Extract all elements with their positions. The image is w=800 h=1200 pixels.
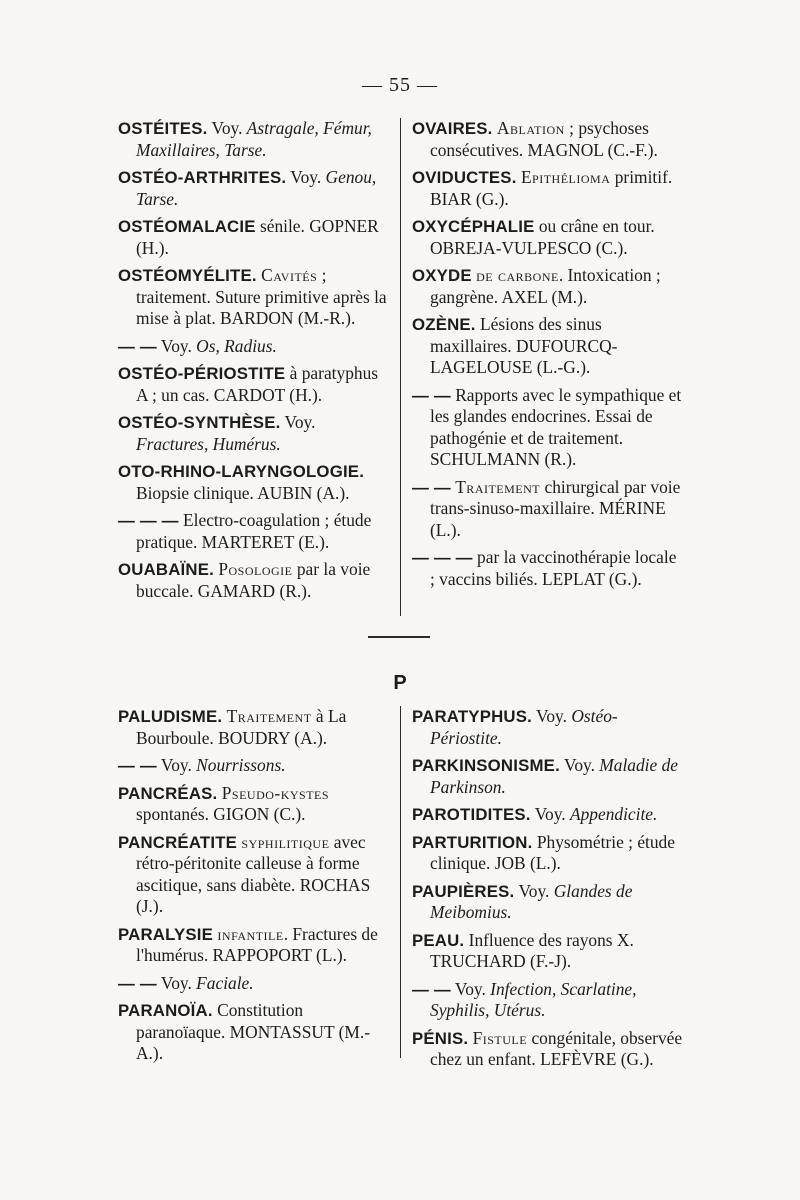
entry-headword: OSTÉO-SYNTHÈSE. (118, 413, 281, 432)
index-entry (118, 973, 390, 995)
entry-text: infantile (217, 923, 284, 944)
index-entry (412, 1028, 684, 1071)
entry-text: à paratyphus A ; un cas. CARDOT (H.). (136, 363, 379, 405)
index-entry (412, 314, 684, 379)
entry-headword: OSTÉO-PÉRIOSTITE (118, 364, 286, 383)
entry-headword: — — (118, 973, 157, 993)
entry-headword: OZÈNE. (412, 315, 476, 334)
entry-headword: — — (118, 336, 157, 356)
column-top-right (412, 118, 684, 596)
entry-text: Fractures, Humérus. (136, 433, 281, 454)
entry-text: à La Bourboule. BOUDRY (A.). (136, 706, 347, 748)
index-entry (412, 477, 684, 542)
index-entry (118, 510, 390, 553)
entry-text: Voy. (564, 755, 600, 775)
column-divider-bottom (400, 706, 401, 1058)
entry-text: Voy. (454, 978, 491, 999)
entry-text: congénitale, observée chez un enfant. LEFÈVRE (G.). (430, 1027, 683, 1069)
entry-text: Biopsie clinique. AUBIN (A.). (136, 482, 350, 503)
entry-headword: OSTÉITES. (118, 119, 208, 138)
index-entry (118, 118, 390, 161)
entry-text: spontanés. GIGON (C.). (136, 804, 306, 824)
entry-headword: — — — (118, 511, 179, 530)
index-entry (412, 547, 684, 590)
entry-text: Epithélioma (520, 167, 611, 187)
entry-headword: PEAU. (412, 930, 465, 950)
column-divider-top (400, 118, 401, 616)
entry-text: de carbone (476, 265, 559, 285)
index-entry (412, 118, 684, 161)
section-letter: P (393, 672, 407, 694)
index-entry (118, 559, 390, 602)
entry-text: syphilitique (241, 831, 330, 852)
entry-text: Influence des rayons X. TRUCHARD (F.-J). (430, 929, 634, 971)
entry-text: Traitement (455, 476, 541, 497)
entry-text: Faciale. (196, 972, 254, 993)
entry-headword: — — — (412, 548, 473, 567)
entry-headword: — — (412, 979, 451, 999)
index-entry (412, 832, 684, 875)
entry-text: Physométrie ; étude clinique. JOB (L.). (430, 831, 675, 873)
entry-text: Voy. (534, 804, 570, 824)
entry-text: Voy. (284, 412, 316, 432)
entry-headword: — — (412, 385, 451, 405)
entry-text: Ostéo-Périostite. (430, 706, 618, 748)
index-entry (118, 706, 390, 749)
column-bottom-right (412, 706, 684, 1077)
index-entry (118, 216, 390, 259)
entry-text: Rapports avec le sympathique et les glandes endocrines. Essai de pathogénie et de traitement. SCHULMANN (R.). (430, 384, 682, 469)
entry-text: Voy. (211, 118, 247, 138)
entry-text: Appendicite. (569, 804, 658, 824)
entry-headword: PARATYPHUS. (412, 707, 532, 726)
entry-text: sénile. GOPNER (H.). (136, 216, 379, 258)
index-entry (412, 265, 684, 308)
entry-headword: — — (412, 477, 451, 497)
entry-text: ou crâne en tour. OBREJA-VULPESCO (C.). (430, 216, 655, 258)
entry-headword: PALUDISME. (118, 707, 223, 726)
entry-headword: PARTURITION. (412, 832, 533, 852)
entry-text: Nourrissons. (196, 755, 286, 775)
entry-headword: PÉNIS. (412, 1028, 469, 1048)
index-entry (412, 216, 684, 259)
index-entry (412, 706, 684, 749)
entry-headword: PAUPIÈRES. (412, 881, 515, 901)
index-entry (412, 881, 684, 924)
entry-text: Fistule (472, 1027, 528, 1048)
entry-headword: OVIDUCTES. (412, 168, 517, 187)
entry-headword: PAROTIDITES. (412, 805, 531, 824)
entry-headword: OXYDE (412, 266, 472, 285)
entry-headword: OVAIRES. (412, 119, 493, 138)
entry-text: avec rétro-péritonite calleuse à forme ascitique, sans diabète. ROCHAS (J.). (136, 831, 371, 916)
index-entry (118, 783, 390, 826)
column-top-left (118, 118, 390, 608)
index-entry (118, 755, 390, 777)
entry-text: ; psychoses consécutives. MAGNOL (C.-F.). (430, 118, 658, 160)
index-entry (118, 832, 390, 918)
entry-text: Voy. (160, 755, 197, 775)
entry-text: par la voie buccale. GAMARD (R.). (136, 559, 371, 601)
entry-text: Os, Radius. (196, 335, 277, 356)
entry-text: Traitement (226, 706, 312, 726)
index-entry (118, 461, 390, 504)
entry-text: Posologie (218, 559, 293, 579)
entry-text: Voy. (160, 335, 197, 356)
index-entry (118, 336, 390, 358)
entry-text: Voy. (518, 880, 554, 901)
entry-headword: PANCRÉAS. (118, 783, 218, 803)
entry-text: Voy. (160, 972, 197, 993)
index-entry (412, 385, 684, 471)
entry-text: Cavités (261, 265, 318, 285)
entry-text: Voy. (536, 706, 572, 726)
entry-text: . Fractures de l'humérus. RAPPOPORT (L.). (136, 923, 378, 965)
entry-text: Infection, Scarlatine, Syphilis, Utérus. (430, 978, 637, 1020)
entry-headword: OTO-RHINO-LARYNGOLOGIE. (118, 462, 365, 481)
entry-text: . Intoxication ; gangrène. AXEL (M.). (430, 265, 661, 307)
index-entry (412, 930, 684, 973)
entry-headword: OXYCÉPHALIE (412, 217, 535, 236)
entry-headword: PARALYSIE (118, 924, 214, 944)
entry-headword: — — (118, 756, 157, 775)
entry-text: Lésions des sinus maxillaires. DUFOURCQ-LAGELOUSE (L.-G.). (430, 314, 618, 377)
entry-text: Electro-coagulation ; étude pratique. MARTERET (E.). (136, 510, 372, 552)
entry-headword: PARANOÏA. (118, 1001, 213, 1020)
entry-text: par la vaccinothérapie locale ; vaccins biliés. LEPLAT (G.). (430, 547, 677, 589)
entry-text: Maladie de Parkinson. (430, 755, 678, 797)
entry-headword: OSTÉO-ARTHRITES. (118, 168, 287, 187)
page-number: — 55 — (362, 74, 438, 96)
index-entry (412, 755, 684, 798)
entry-text: primitif. BIAR (G.). (430, 167, 673, 209)
index-entry (118, 265, 390, 330)
entry-headword: PANCRÉATITE (118, 832, 238, 852)
column-bottom-left (118, 706, 390, 1071)
index-entry (412, 979, 684, 1022)
entry-text: Constitution paranoïaque. MONTASSUT (M.-A.). (136, 1000, 370, 1063)
entry-headword: OSTÉOMALACIE (118, 217, 256, 236)
entry-text: ; traitement. Suture primitive après la mise à plat. BARDON (M.-R.). (136, 265, 387, 328)
entry-text: Ablation (496, 118, 565, 138)
index-entry (118, 363, 390, 406)
index-entry (412, 804, 684, 826)
entry-headword: PARKINSONISME. (412, 756, 560, 775)
section-divider (368, 636, 430, 638)
index-entry (118, 412, 390, 455)
entry-text: Astragale, Fémur, Maxillaires, Tarse. (136, 118, 372, 160)
entry-headword: OUABAÏNE. (118, 560, 214, 579)
entry-text: Glandes de Meibomius. (430, 880, 633, 922)
index-entry (118, 1000, 390, 1065)
index-entry (118, 924, 390, 967)
index-entry (412, 167, 684, 210)
entry-text: chirurgical par voie trans-sinuso-maxillaire. MÉRINE (L.). (430, 476, 681, 540)
entry-text: Voy. (290, 167, 326, 187)
index-entry (118, 167, 390, 210)
entry-text: Pseudo-kystes (221, 782, 330, 803)
entry-text: Genou, Tarse. (136, 167, 377, 209)
entry-headword: OSTÉOMYÉLITE. (118, 266, 257, 285)
